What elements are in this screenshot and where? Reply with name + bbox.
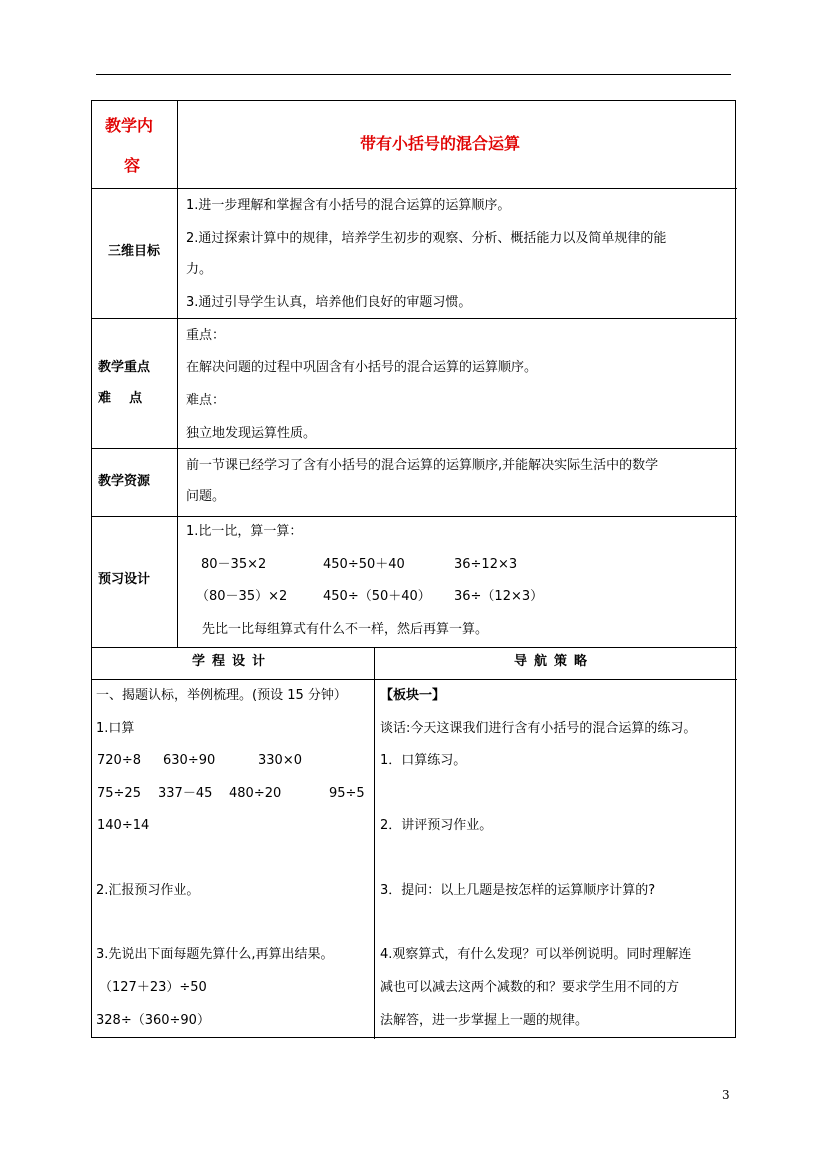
strategy-item: 2．讲评预习作业。 [380,818,493,833]
oral-expr: 337－45 [158,786,213,801]
oral-expr: 480÷20 [229,786,282,801]
preview-expr: （80－35）×2 [196,589,288,604]
report-item: 2.汇报预习作业。 [96,883,200,898]
talk-line: 谈话:今天这课我们进行含有小括号的混合运算的练习。 [380,721,697,736]
content-label-cont: 容 [124,156,141,175]
page-number: 3 [722,1088,730,1102]
key-line: 难点： [186,393,226,408]
preview-expr: 450÷（50＋40） [323,589,431,604]
preview-intro: 1.比一比，算一算： [186,524,303,539]
preview-expr: 36÷12×3 [454,557,518,572]
key-line: 独立地发现运算性质。 [186,426,317,441]
resources-line: 前一节课已经学习了含有小括号的混合运算的运算顺序,并能解决实际生活中的数学 [186,458,659,473]
goal-item: 3.通过引导学生认真，培养他们良好的审题习惯。 [186,295,472,310]
design-column-divider [374,647,375,1039]
resources-line: 问题。 [186,489,226,504]
goal-item: 力。 [186,262,213,277]
label-column-divider [177,101,178,647]
key-line: 重点： [186,328,226,343]
goal-item: 1.进一步理解和掌握含有小括号的混合运算的运算顺序。 [186,198,511,213]
strategy-item: 4.观察算式，有什么发现？可以举例说明。同时理解连 [380,947,692,962]
oral-expr: 720÷8 [97,753,141,768]
preview-expr: 80－35×2 [201,557,267,572]
oral-expr: 140÷14 [97,818,150,833]
goal-item: 2.通过探索计算中的规律，培养学生初步的观察、分析、概括能力以及简单规律的能 [186,231,667,246]
row-rule [92,647,737,648]
preview-expr: 36÷（12×3） [454,589,544,604]
strategy-item: 3．提问：以上几题是按怎样的运算顺序计算的? [380,883,656,898]
oral-title: 1.口算 [96,721,135,736]
key-line: 在解决问题的过程中巩固含有小括号的混合运算的运算顺序。 [186,360,538,375]
strategy-item: 减也可以减去这两个减数的和？要求学生用不同的方 [380,980,680,995]
step3-expr: 328÷（360÷90） [96,1013,210,1028]
row-rule [92,318,737,319]
lesson-title: 带有小括号的混合运算 [360,134,521,153]
goals-label: 三维目标 [108,244,161,259]
header-rule [96,74,731,75]
row-rule [92,448,737,449]
row-rule [92,188,737,189]
content-label: 教学内 [105,116,154,135]
design-left-header: 学程设计 [192,654,273,669]
oral-expr: 330×0 [258,753,302,768]
strategy-item: 法解答，进一步掌握上一题的规律。 [380,1013,589,1028]
step3-item: 3.先说出下面每题先算什么,再算出结果。 [96,947,334,962]
preview-expr: 450÷50＋40 [323,557,405,572]
key-label: 教学重点 [98,360,151,375]
resources-label: 教学资源 [98,474,151,489]
preview-label: 预习设计 [98,572,151,587]
design-right-header: 导航策略 [514,654,595,669]
strategy-item: 1．口算练习。 [380,753,467,768]
oral-expr: 630÷90 [163,753,216,768]
difficult-label: 难 点 [98,391,143,406]
oral-expr: 75÷25 [97,786,141,801]
row-rule [92,516,737,517]
section-title: 一、揭题认标，举例梳理。(预设 15 分钟） [96,688,347,703]
block-label: 【板块一】 [380,688,446,703]
preview-note: 先比一比每组算式有什么不一样，然后再算一算。 [202,622,489,637]
oral-expr: 95÷5 [329,786,365,801]
step3-expr: （127＋23）÷50 [99,980,207,995]
row-rule [92,679,737,680]
